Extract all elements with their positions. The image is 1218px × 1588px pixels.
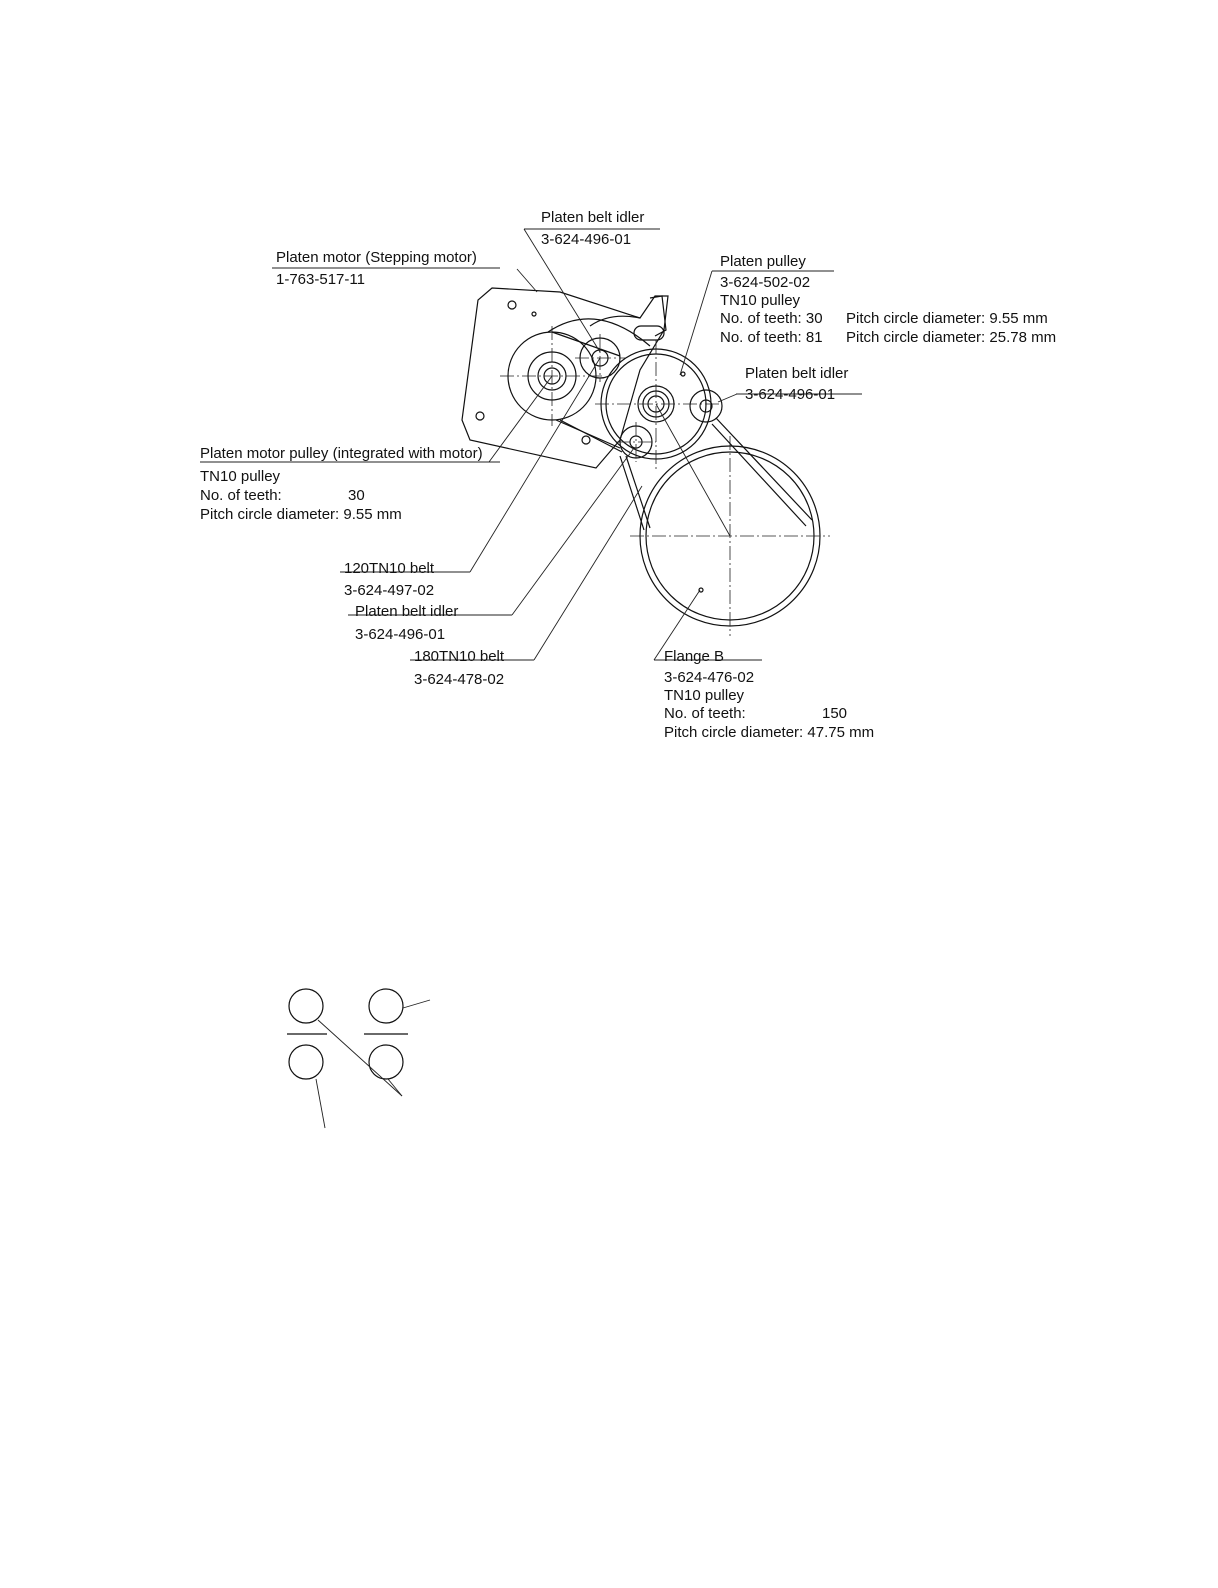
svg-text:TN10 pulley: TN10 pulley: [720, 292, 801, 309]
svg-text:120TN10 belt: 120TN10 belt: [344, 560, 435, 577]
leader-lines: [470, 229, 737, 660]
label-motor-pulley: [200, 445, 483, 523]
svg-text:1-763-517-11: 1-763-517-11: [276, 271, 365, 288]
svg-text:Platen motor (Stepping motor): Platen motor (Stepping motor): [276, 249, 477, 266]
svg-text:3-624-496-01: 3-624-496-01: [541, 231, 632, 248]
svg-text:3-624-496-01: 3-624-496-01: [745, 386, 836, 403]
svg-text:150: 150: [822, 705, 848, 722]
svg-text:Pitch circle diameter: 47.75 m: Pitch circle diameter: 47.75 mm: [664, 724, 875, 741]
label-idler-top: [541, 209, 644, 248]
idler-bracket: [590, 296, 666, 340]
svg-text:Platen belt idler: Platen belt idler: [541, 209, 645, 226]
svg-text:3-624-496-01: 3-624-496-01: [355, 626, 446, 643]
label-belt-180: [414, 648, 505, 688]
svg-text:Platen motor pulley (integrate: Platen motor pulley (integrated with motor): [200, 445, 483, 462]
label-flange-b: [664, 648, 874, 741]
gear-ratio-sketch: [287, 989, 430, 1128]
svg-text:No. of teeth:: No. of teeth:: [664, 705, 746, 722]
label-idler-bottom: [355, 603, 458, 643]
svg-text:30: 30: [348, 487, 365, 504]
svg-text:Pitch circle diameter: 25.78 m: Pitch circle diameter: 25.78 mm: [846, 329, 1057, 346]
belt-120: [548, 319, 650, 452]
svg-text:3-624-497-02: 3-624-497-02: [344, 582, 435, 599]
svg-text:No. of teeth: 81: No. of teeth: 81: [720, 329, 823, 346]
svg-text:3-624-478-02: 3-624-478-02: [414, 671, 505, 688]
svg-text:Flange B: Flange B: [664, 648, 725, 665]
svg-text:Platen belt idler: Platen belt idler: [355, 603, 459, 620]
svg-text:Pitch circle diameter: 9.55 mm: Pitch circle diameter: 9.55 mm: [846, 310, 1048, 327]
svg-text:No. of teeth:: No. of teeth:: [200, 487, 282, 504]
label-belt-120: [344, 560, 435, 599]
svg-text:No. of teeth: 30: No. of teeth: 30: [720, 310, 823, 327]
label-platen-pulley: [720, 253, 1056, 346]
label-motor: [276, 249, 477, 288]
svg-text:3-624-476-02: 3-624-476-02: [664, 669, 755, 686]
svg-text:TN10 pulley: TN10 pulley: [200, 468, 281, 485]
idler-bottom: [616, 422, 656, 462]
motor-plate: [462, 288, 703, 592]
label-idler-right: [745, 365, 848, 403]
svg-text:180TN10 belt: 180TN10 belt: [414, 648, 505, 665]
svg-text:3-624-502-02: 3-624-502-02: [720, 274, 811, 291]
svg-text:Platen belt idler: Platen belt idler: [745, 365, 849, 382]
svg-text:TN10 pulley: TN10 pulley: [664, 687, 745, 704]
svg-text:Platen pulley: Platen pulley: [720, 253, 806, 270]
svg-text:Pitch circle diameter: 9.55 mm: Pitch circle diameter: 9.55 mm: [200, 506, 402, 523]
